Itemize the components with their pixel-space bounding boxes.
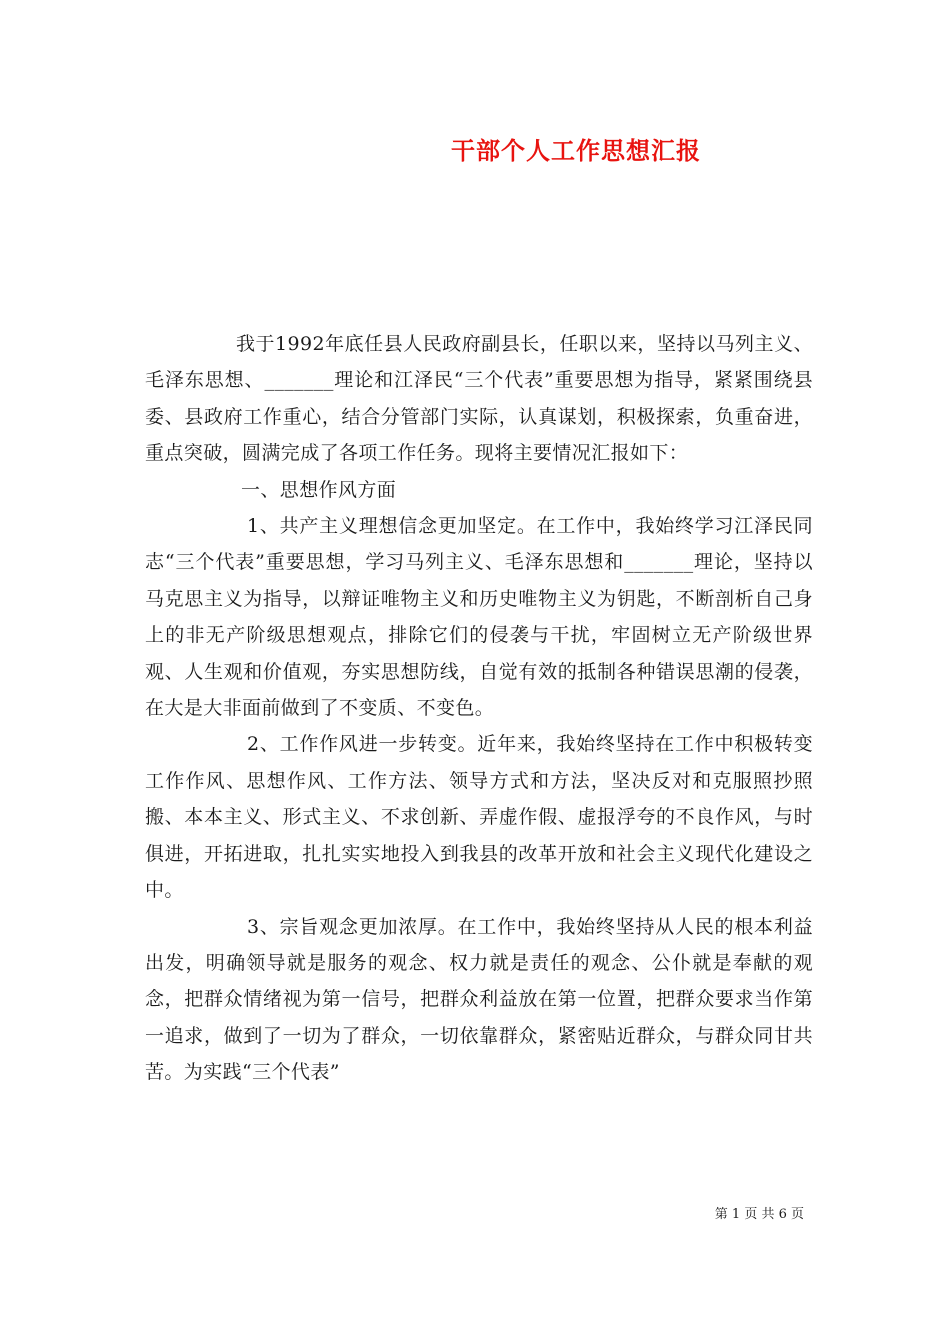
section-heading: 一、思想作风方面 [241,478,397,501]
document-title: 干部个人工作思想汇报 [451,136,701,165]
page-number-footer: 第 1 页 共 6 页 [714,1207,804,1222]
body-paragraph-2: 2、工作作风进一步转变。近年来，我始终坚持在工作中积极转变工作作风、思想作风、工作方法、领导方式和方法，坚决反对和克服照抄照搬、本本主义、形式主义、不求创新、弄虚作假、虚报浮夸的不良作风，与时俱进，开拓进取，扎扎实实地投入到我县的改革开放和社会主义现代化建设之中。 [145,733,813,902]
body-paragraph-1: 1、共产主义理想信念更加坚定。在工作中，我始终学习江泽民同志“三个代表”重要思想，学习马列主义、毛泽东思想和_______理论，坚持以马克思主义为指导，以辩证唯物主义和历史唯物主义为钥匙，不断剖析自己身上的非无产阶级思想观点，排除它们的侵袭与干扰，牢固树立无产阶级世界观、人生观和价值观，夯实思想防线，自觉有效的抵制各种错误思潮的侵袭，在大是大非面前做到了不变质、不变色。 [145,515,813,720]
body-paragraph-3: 3、宗旨观念更加浓厚。在工作中，我始终坚持从人民的根本利益出发，明确领导就是服务的观念、权力就是责任的观念、公仆就是奉献的观念，把群众情绪视为第一信号，把群众利益放在第一位置，把群众要求当作第一追求，做到了一切为了群众，一切依靠群众，紧密贴近群众，与群众同甘共苦。为实践“三个代表” [145,915,813,1084]
document-body [145,326,813,1091]
intro-paragraph: 我于1992年底任县人民政府副县长，任职以来，坚持以马列主义、毛泽东思想、_______理论和江泽民“三个代表”重要思想为指导，紧紧围绕县委、县政府工作重心，结合分管部门实际，认真谋划，积极探索，负重奋进，重点突破，圆满完成了各项工作任务。现将主要情况汇报如下： [145,333,813,465]
